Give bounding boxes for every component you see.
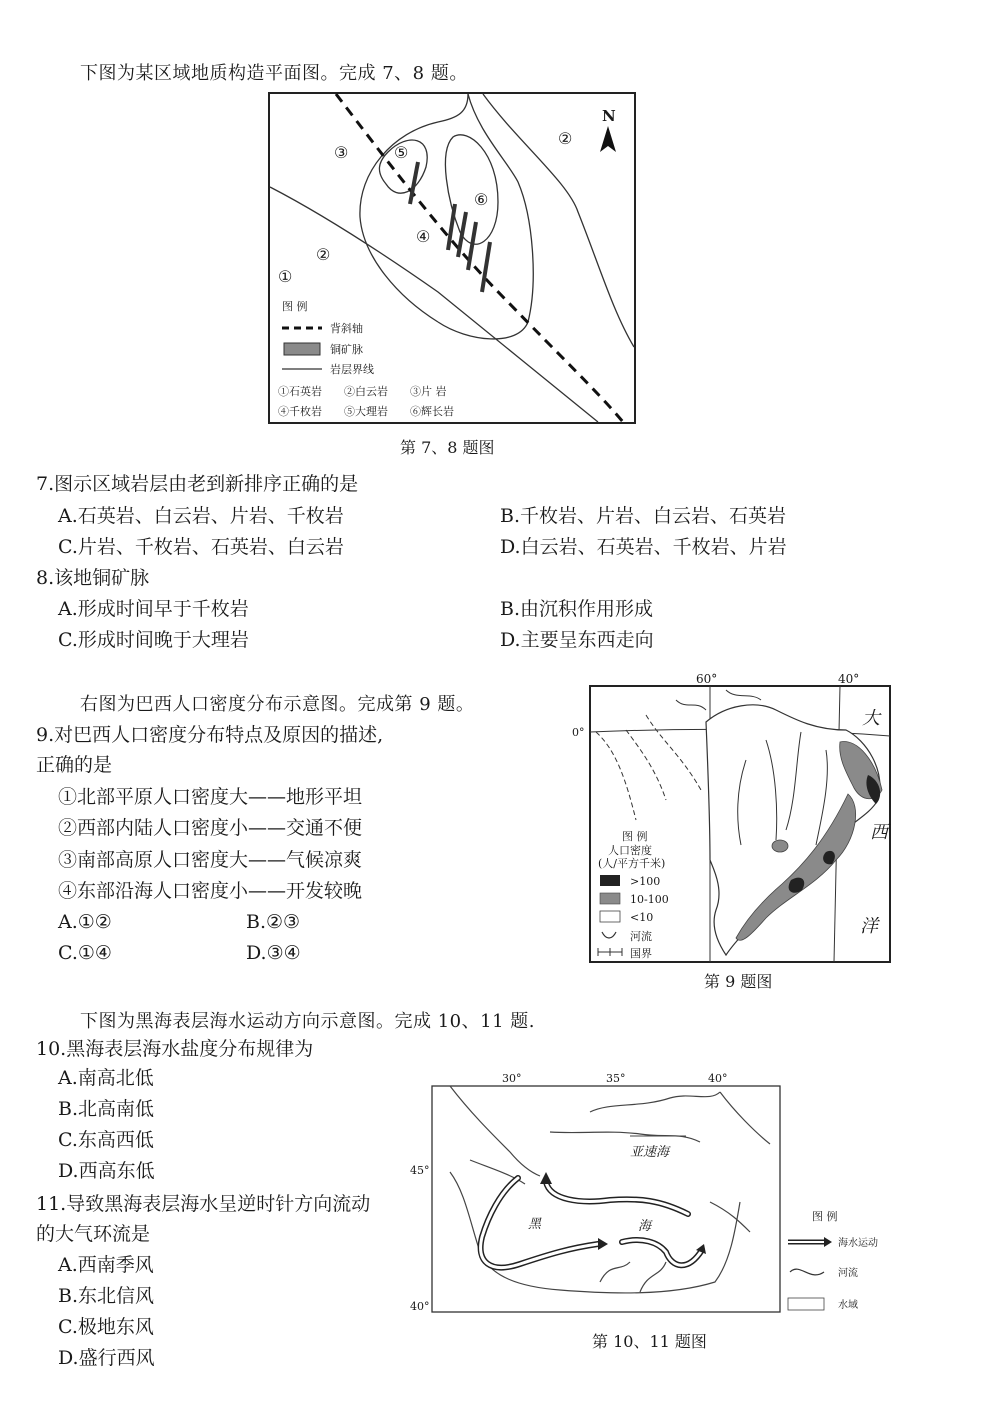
brazil-population-density-map: [572, 670, 896, 966]
svg-text:10-100: 10-100: [630, 893, 669, 906]
svg-text:45°: 45°: [410, 1164, 430, 1177]
svg-text:人口密度: 人口密度: [608, 844, 652, 857]
svg-text:>100: >100: [630, 875, 661, 888]
svg-text:30°: 30°: [502, 1072, 522, 1085]
svg-text:60°: 60°: [696, 672, 718, 686]
svg-text:河流: 河流: [838, 1268, 858, 1279]
q8-stem: 8.该地铜矿脉: [36, 567, 150, 589]
q10-option-a[interactable]: A.南高北低: [58, 1067, 154, 1089]
svg-text:②: ②: [316, 245, 331, 264]
svg-text:40°: 40°: [838, 672, 860, 686]
q10-option-c[interactable]: C.东高西低: [58, 1129, 154, 1151]
north-label: N: [602, 107, 616, 125]
svg-text:图 例: 图 例: [812, 1210, 838, 1223]
q10-option-b[interactable]: B.北高南低: [58, 1098, 155, 1120]
fig3-caption: 第 10、11 题图: [592, 1332, 707, 1351]
q9-option-c[interactable]: C.①④: [58, 942, 112, 964]
q8-option-b[interactable]: B.由沉积作用形成: [500, 598, 654, 620]
q7-option-c[interactable]: C.片岩、千枚岩、石英岩、白云岩: [58, 536, 344, 558]
fig2-caption: 第 9 题图: [704, 972, 773, 991]
svg-text:洋: 洋: [860, 916, 878, 937]
svg-text:④千枚岩: ④千枚岩: [278, 405, 322, 418]
fig1-caption: 第 7、8 题图: [400, 438, 495, 457]
q9-stem-line1: 9.对巴西人口密度分布特点及原因的描述,: [36, 724, 384, 746]
svg-text:西: 西: [870, 822, 888, 843]
q9-option-b[interactable]: B.②③: [246, 911, 301, 933]
svg-text:国界: 国界: [630, 947, 652, 960]
svg-text:④: ④: [416, 227, 431, 246]
q7-option-b[interactable]: B.千枚岩、片岩、白云岩、石英岩: [500, 505, 787, 527]
q8-option-d[interactable]: D.主要呈东西走向: [500, 629, 654, 651]
svg-text:亚速海: 亚速海: [630, 1145, 670, 1160]
svg-text:②: ②: [558, 129, 573, 148]
svg-text:40°: 40°: [708, 1072, 728, 1085]
q9-statement-3: ③南部高原人口密度大——气候凉爽: [58, 849, 363, 871]
svg-text:⑤: ⑤: [394, 143, 409, 162]
svg-text:⑥辉长岩: ⑥辉长岩: [410, 405, 454, 418]
q7-stem: 7.图示区域岩层由老到新排序正确的是: [36, 473, 359, 495]
svg-text:大: 大: [862, 708, 880, 729]
q11-option-c[interactable]: C.极地东风: [58, 1316, 154, 1338]
q9-option-a[interactable]: A.①②: [58, 911, 112, 933]
intro-q7-8: 下图为某区域地质构造平面图。完成 7、8 题。: [80, 63, 468, 84]
q11-stem-line2: 的大气环流是: [36, 1223, 151, 1245]
q8-option-a[interactable]: A.形成时间早于千枚岩: [58, 598, 249, 620]
q9-option-d[interactable]: D.③④: [246, 942, 301, 964]
svg-text:①: ①: [278, 267, 293, 286]
q11-stem-line1: 11.导致黑海表层海水呈逆时针方向流动: [36, 1193, 371, 1215]
svg-text:0°: 0°: [572, 726, 585, 739]
intro-q9: 右图为巴西人口密度分布示意图。完成第 9 题。: [80, 694, 475, 715]
intro-q10-11: 下图为黑海表层海水运动方向示意图。完成 10、11 题.: [80, 1011, 535, 1032]
q9-stem-line2: 正确的是: [36, 754, 113, 776]
q10-stem: 10.黑海表层海水盐度分布规律为: [36, 1038, 314, 1060]
black-sea-current-map: [410, 1072, 900, 1316]
q9-statement-2: ②西部内陆人口密度小——交通不便: [58, 817, 363, 839]
q7-option-d[interactable]: D.白云岩、石英岩、千枚岩、片岩: [500, 536, 787, 558]
svg-text:水域: 水域: [838, 1300, 858, 1311]
q9-statement-4: ④东部沿海人口密度小——开发较晚: [58, 880, 363, 902]
svg-text:河流: 河流: [630, 930, 652, 943]
q7-option-a[interactable]: A.石英岩、白云岩、片岩、千枚岩: [58, 505, 344, 527]
svg-text:⑥: ⑥: [474, 190, 489, 209]
svg-text:40°: 40°: [410, 1300, 430, 1313]
q11-option-d[interactable]: D.盛行西风: [58, 1347, 155, 1369]
svg-text:海水运动: 海水运动: [838, 1238, 878, 1249]
svg-text:黑: 黑: [528, 1217, 542, 1232]
svg-text:海: 海: [638, 1219, 652, 1234]
geologic-structure-map: [268, 92, 638, 426]
svg-text:③片 岩: ③片 岩: [410, 385, 447, 398]
svg-text:①石英岩: ①石英岩: [278, 385, 322, 398]
svg-text:②白云岩: ②白云岩: [344, 385, 388, 398]
q11-option-a[interactable]: A.西南季风: [58, 1254, 154, 1276]
svg-text:图 例: 图 例: [282, 300, 308, 313]
q8-option-c[interactable]: C.形成时间晚于大理岩: [58, 629, 249, 651]
q11-option-b[interactable]: B.东北信风: [58, 1285, 155, 1307]
svg-text:<10: <10: [630, 911, 654, 924]
q9-statement-1: ①北部平原人口密度大——地形平坦: [58, 786, 363, 808]
q10-option-d[interactable]: D.西高东低: [58, 1160, 155, 1182]
svg-text:③: ③: [334, 143, 349, 162]
svg-text:岩层界线: 岩层界线: [330, 363, 374, 376]
svg-text:图 例: 图 例: [622, 830, 648, 843]
svg-text:背斜轴: 背斜轴: [330, 322, 363, 335]
svg-text:35°: 35°: [606, 1072, 626, 1085]
svg-text:(人/平方千米): (人/平方千米): [598, 857, 666, 870]
svg-text:铜矿脉: 铜矿脉: [330, 343, 363, 356]
svg-text:⑤大理岩: ⑤大理岩: [344, 405, 388, 418]
